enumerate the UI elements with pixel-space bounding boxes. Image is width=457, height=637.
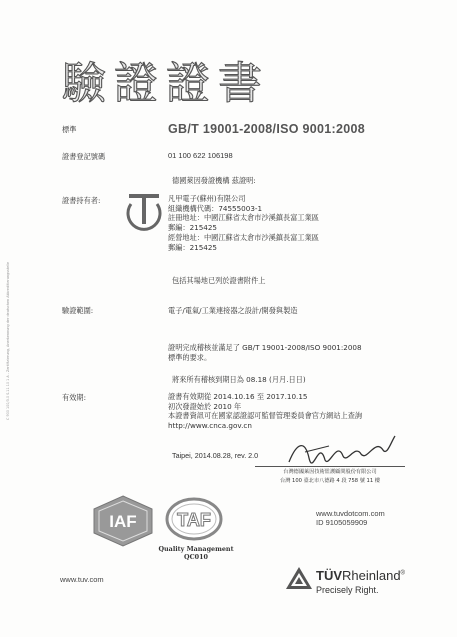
holder-block [168, 194, 319, 252]
tuv-id: ID 9105059909 [316, 518, 368, 527]
issuer-name: 台灣德國萊因技術監護顧問股份有限公司 [283, 469, 377, 475]
taf-text: TAF [177, 510, 211, 530]
validity-block [168, 392, 362, 431]
standard-label: 標準 [62, 125, 77, 134]
scope-label: 驗證範圍: [62, 306, 94, 315]
holder-org-code: 組織機構代碼：74555003-1 [168, 203, 263, 213]
sites-note: 包括其場地已列於證書附件上 [172, 276, 266, 285]
holder-reg-postcode: 郵編：215425 [168, 223, 218, 233]
tuvdotcom-url[interactable]: www.tuvdotcom.com [316, 509, 385, 518]
registration-label: 證書登記號碼 [62, 152, 106, 161]
footer-url[interactable]: www.tuv.com [60, 575, 104, 584]
audit-line-1: 證明完成稽核並滿足了 GB/T 19001-2008/ISO 9001:2008 [168, 343, 362, 352]
qm-line-1: Quality Management [158, 545, 234, 553]
taf-logo-icon [164, 495, 224, 543]
initial-issue: 初次發證始於 2010 年 [168, 401, 242, 411]
tuv-brand-suffix: Rheinland [342, 568, 401, 583]
certificate-title: 驗證證書 [62, 58, 270, 109]
tuv-slogan: Precisely Right. [316, 585, 379, 595]
side-print-text: C 900 100/3.0 S.11 10 1 A - Zertifizierung, Anerkennung der deutschen Akkreditierungsstelle [6, 261, 10, 420]
standard-value: GB/T 19001-2008/ISO 9001:2008 [168, 122, 366, 136]
place-date: Taipei, 2014.08.28, rev. 2.0 [172, 451, 259, 460]
cnca-note: 本證書資訊可在國家認證認可監督管理委員會官方網站上查詢 [168, 411, 363, 421]
audit-due-date: 將來所有稽核到期日為 08.18 (月月.日日) [172, 375, 306, 384]
holder-op-postcode: 郵編：215425 [168, 242, 218, 252]
validity-label: 有效期: [62, 393, 86, 402]
issuer-address: 台灣 100 臺北市八德路 4 段 758 號 11 樓 [280, 478, 380, 484]
iaf-text: IAF [109, 512, 137, 531]
holder-op-address: 經營地址：中國江蘇省太倉市沙溪鎮長富工業區 [168, 232, 319, 242]
tuv-brand-prefix: TÜV [316, 568, 342, 583]
cnca-url[interactable]: http://www.cnca.gov.cn [168, 421, 252, 431]
audit-line-2: 標準的要求。 [168, 352, 212, 362]
holder-reg-address: 註冊地址：中國江蘇省太倉市沙溪鎮長富工業區 [168, 213, 319, 223]
registration-number: 01 100 622 106198 [168, 151, 233, 160]
scope-value: 電子/電氣/工業連接器之設計/開發與製造 [168, 306, 298, 315]
tuv-registered-mark: ® [400, 570, 405, 577]
qm-line-2: QC010 [184, 553, 208, 561]
signature-line [255, 466, 405, 467]
declaration-text: 德國萊因發證機構 茲證明: [172, 176, 256, 185]
tuv-triangle-icon [285, 566, 313, 590]
tuv-mark-icon [125, 190, 163, 236]
quality-management-caption [158, 545, 234, 561]
tuv-brand [316, 568, 405, 583]
holder-label: 證書持有者: [62, 196, 101, 205]
audit-block [168, 343, 362, 362]
validity-period: 證書有效期從 2014.10.16 至 2017.10.15 [168, 392, 308, 401]
holder-company: 凡甲電子(蘇州)有限公司 [168, 194, 246, 203]
iaf-logo-icon [92, 495, 154, 547]
